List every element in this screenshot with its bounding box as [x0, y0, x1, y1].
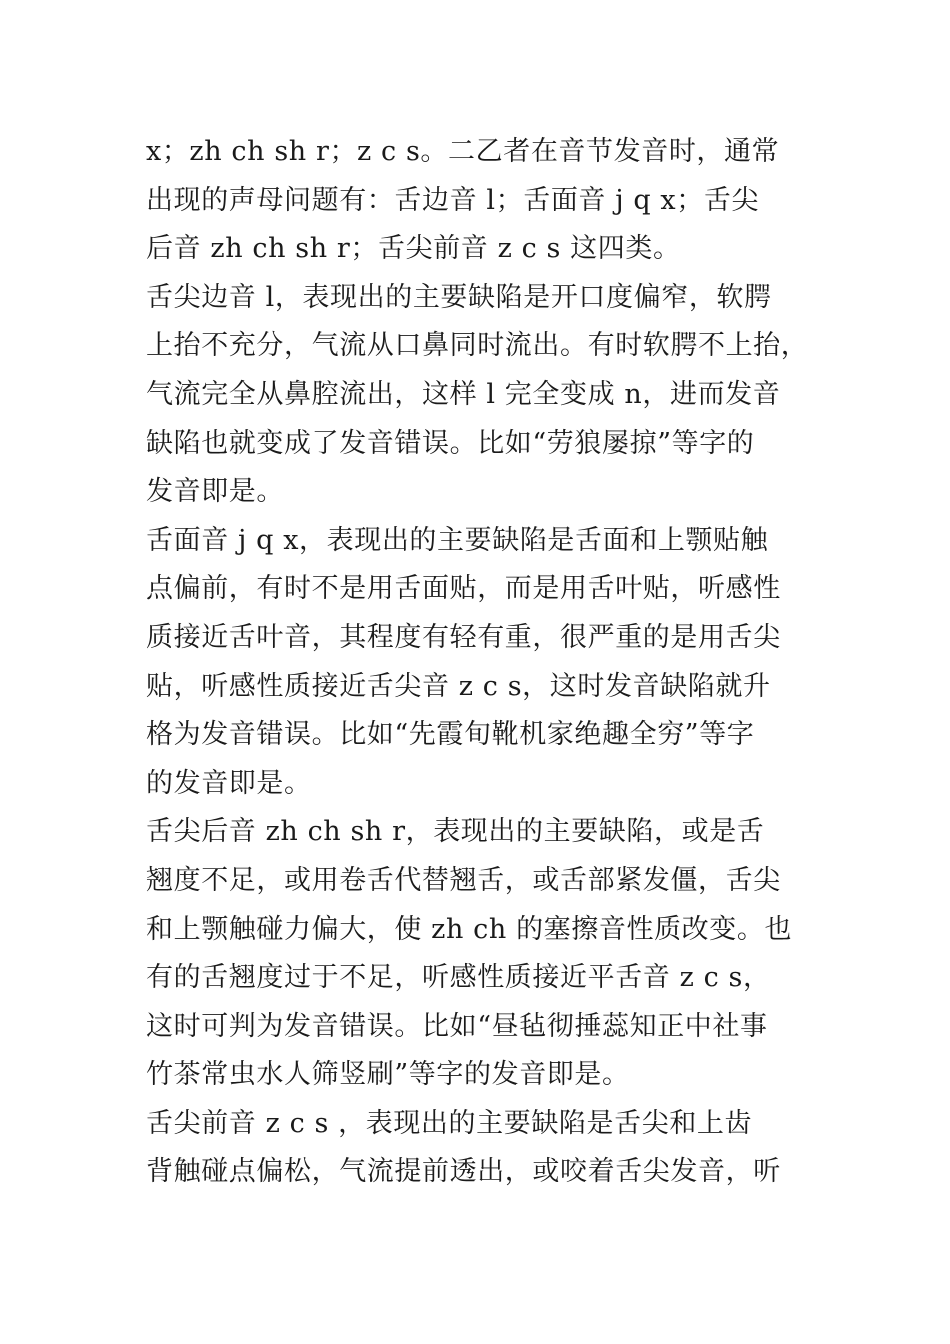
text-line: 发音即是。 — [146, 476, 284, 508]
text-line: 竹茶常虫水人筛竖刷”等字的发音即是。 — [146, 1059, 630, 1091]
text-line: 舌尖边音 l，表现出的主要缺陷是开口度偏窄，软腭 — [146, 281, 772, 313]
text-line: 贴，听感性质接近舌尖音 z c s，这时发音缺陷就升 — [146, 670, 771, 702]
text-line: 背触碰点偏松，气流提前透出，或咬着舌尖发音，听 — [146, 1156, 781, 1188]
text-line: 质接近舌叶音，其程度有轻有重，很严重的是用舌尖 — [146, 621, 781, 653]
text-line: 舌尖前音 z c s ，表现出的主要缺陷是舌尖和上齿 — [146, 1107, 753, 1139]
text-line: 上抬不充分，气流从口鼻同时流出。有时软腭不上抬， — [146, 330, 809, 362]
text-line: 格为发音错误。比如“先霞旬靴机家绝趣全穷”等字 — [146, 719, 755, 751]
text-line: 点偏前，有时不是用舌面贴，而是用舌叶贴，听感性 — [146, 573, 781, 605]
text-line: 有的舌翘度过于不足，听感性质接近平舌音 z c s， — [146, 962, 771, 994]
text-line: 气流完全从鼻腔流出，这样 l 完全变成 n，进而发音 — [146, 378, 781, 410]
text-line: 出现的声母问题有：舌边音 l；舌面音 j q x；舌尖 — [146, 184, 760, 216]
text-line: 这时可判为发音错误。比如“昼毡彻捶蕊知正中社事 — [146, 1010, 768, 1042]
text-line: 和上颚触碰力偏大，使 zh ch 的塞擦音性质改变。也 — [146, 913, 793, 945]
text-line: 的发音即是。 — [146, 767, 312, 799]
text-line: 舌尖后音 zh ch sh r，表现出的主要缺陷，或是舌 — [146, 816, 765, 848]
text-line: 缺陷也就变成了发音错误。比如“劳狼屡掠”等字的 — [146, 427, 755, 459]
text-line: 舌面音 j q x，表现出的主要缺陷是舌面和上颚贴触 — [146, 524, 769, 556]
text-line: 后音 zh ch sh r；舌尖前音 z c s 这四类。 — [146, 233, 681, 265]
text-line: x；zh ch sh r；z c s。二乙者在音节发音时，通常 — [146, 136, 780, 167]
document-body — [146, 128, 836, 1197]
text-line: 翘度不足，或用卷舌代替翘舌，或舌部紧发僵，舌尖 — [146, 864, 781, 896]
